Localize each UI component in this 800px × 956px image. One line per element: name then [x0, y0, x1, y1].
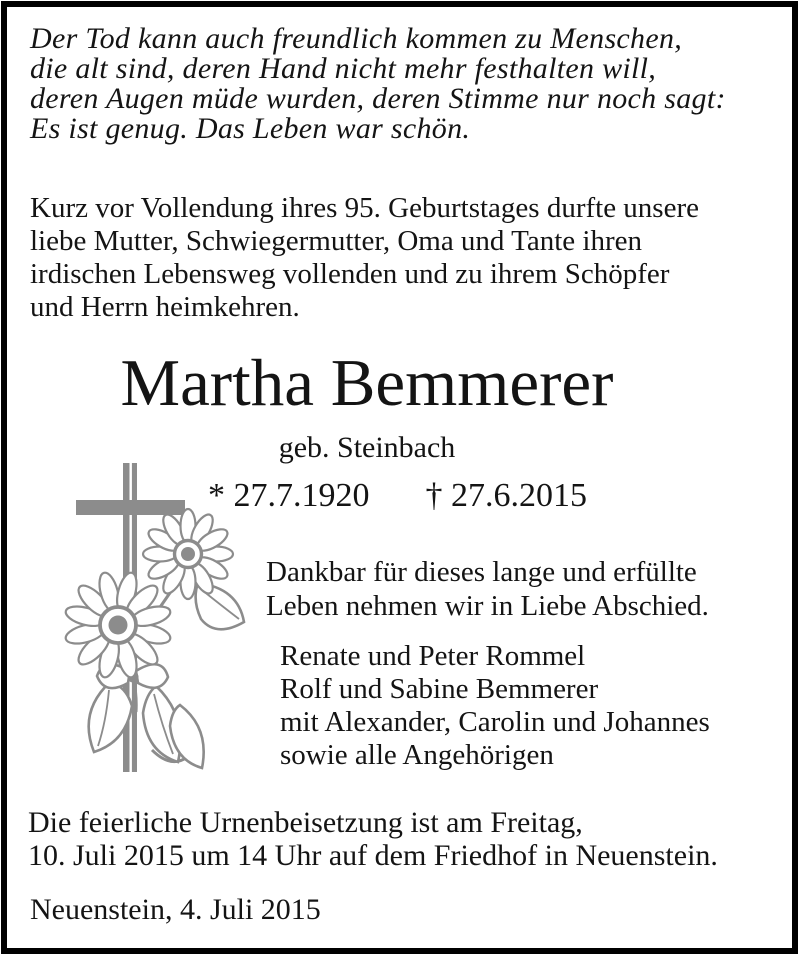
- mourner-line: mit Alexander, Carolin und Johannes: [280, 706, 710, 738]
- deceased-name: Martha Bemmerer: [120, 346, 614, 420]
- farewell-text: [266, 555, 709, 623]
- maiden-name: geb. Steinbach: [278, 431, 456, 464]
- intro-line: liebe Mutter, Schwiegermutter, Oma und Tante ihren: [30, 225, 642, 257]
- farewell-line: Leben nehmen wir in Liebe Abschied.: [266, 590, 709, 622]
- mourner-line: Renate und Peter Rommel: [280, 640, 586, 672]
- quote-line: Der Tod kann auch freundlich kommen zu Menschen,: [30, 22, 683, 55]
- death-date: † 27.6.2015: [425, 477, 587, 514]
- life-dates: [208, 477, 587, 515]
- opening-quote: [30, 24, 726, 144]
- mourners-list: [280, 640, 710, 772]
- mourner-line: sowie alle Angehörigen: [280, 739, 554, 771]
- intro-line: irdischen Lebensweg vollenden und zu ihrem Schöpfer: [30, 258, 670, 290]
- funeral-line: 10. Juli 2015 um 14 Uhr auf dem Friedhof in Neuenstein.: [28, 839, 718, 872]
- intro-line: Kurz vor Vollendung ihres 95. Geburtstages durfte unsere: [30, 192, 699, 224]
- funeral-announcement: [28, 806, 718, 872]
- sunflower-icon: [64, 509, 233, 679]
- mourner-line: Rolf und Sabine Bemmerer: [280, 673, 599, 705]
- intro-paragraph: [30, 192, 699, 324]
- place-dateline: Neuenstein, 4. Juli 2015: [30, 893, 321, 926]
- quote-line: die alt sind, deren Hand nicht mehr festhalten will,: [30, 52, 657, 85]
- quote-line: Es ist genug. Das Leben war schön.: [30, 112, 471, 145]
- deceased-name-block: [0, 348, 734, 464]
- quote-line: deren Augen müde wurden, deren Stimme nur noch sagt:: [30, 82, 726, 115]
- intro-line: und Herrn heimkehren.: [30, 291, 300, 323]
- funeral-line: Die feierliche Urnenbeisetzung ist am Freitag,: [28, 806, 583, 839]
- farewell-line: Dankbar für dieses lange und erfüllte: [266, 556, 697, 588]
- birth-date: * 27.7.1920: [208, 477, 370, 514]
